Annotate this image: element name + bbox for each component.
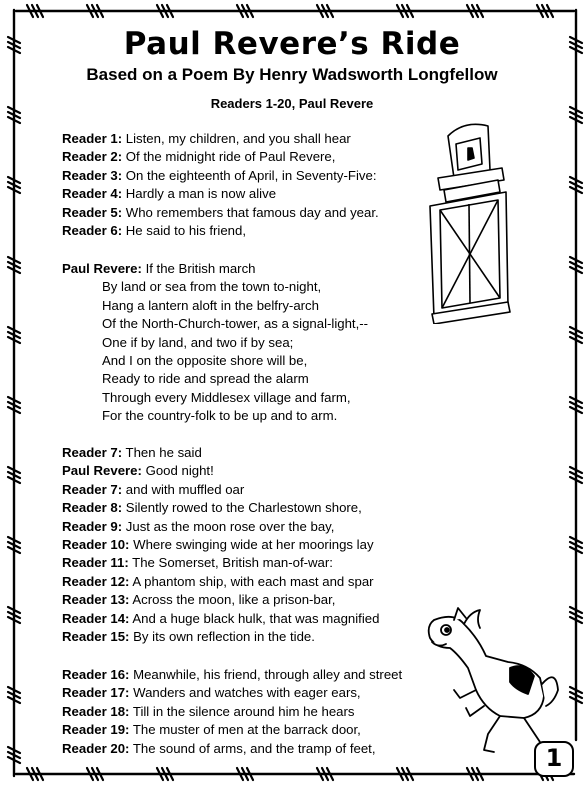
script-line: Paul Revere: If the British march — [62, 261, 256, 276]
script-line: Reader 6: He said to his friend, — [62, 223, 246, 239]
script-line: Of the North-Church-tower, as a signal-light,-- — [102, 316, 369, 332]
script-line: Reader 12: A phantom ship, with each mast and spar — [62, 573, 374, 589]
script-line: Reader 7: and with muffled oar — [62, 481, 245, 497]
lantern-icon — [418, 118, 514, 324]
script-line: Reader 16: Meanwhile, his friend, through alley and street — [62, 667, 403, 682]
page-number: 1 — [534, 741, 574, 777]
stanza-2 — [62, 260, 368, 426]
script-line: Ready to ride and spread the alarm — [102, 371, 309, 387]
cast-list: Readers 1-20, Paul Revere — [210, 96, 374, 111]
script-line: For the country-folk to be up and to arm. — [102, 408, 338, 424]
script-line: Reader 7: Then he said — [62, 445, 202, 460]
page-title: Paul Revere’s Ride — [123, 26, 461, 62]
horse-icon — [424, 598, 562, 758]
script-line: Reader 19: The muster of men at the barrack door, — [62, 722, 361, 738]
script-line: Reader 3: On the eighteenth of April, in Seventy-Five: — [62, 167, 377, 183]
script-line: Reader 14: And a huge black hulk, that was magnified — [62, 610, 380, 626]
stanza-4 — [62, 666, 402, 758]
script-line: Hang a lantern aloft in the belfry-arch — [102, 297, 319, 313]
script-line: And I on the opposite shore will be, — [102, 353, 308, 369]
script-line: Reader 5: Who remembers that famous day and year. — [62, 204, 379, 220]
script-line: Reader 4: Hardly a man is now alive — [62, 186, 277, 202]
script-line: Reader 18: Till in the silence around him he hears — [62, 703, 355, 719]
script-line: Reader 11: The Somerset, British man-of-war: — [62, 555, 333, 571]
script-line: Reader 13: Across the moon, like a prison-bar, — [62, 592, 336, 608]
page-subtitle: Based on a Poem By Henry Wadsworth Longfellow — [86, 65, 498, 84]
script-line: Through every Middlesex village and farm, — [102, 389, 351, 405]
script-line: Reader 10: Where swinging wide at her moorings lay — [62, 537, 374, 553]
script-line: Reader 17: Wanders and watches with eager ears, — [62, 685, 361, 701]
script-line: Paul Revere: Good night! — [62, 463, 214, 479]
script-line: One if by land, and two if by sea; — [102, 334, 294, 350]
script-line: Reader 1: Listen, my children, and you shall hear — [62, 131, 351, 146]
script-line: Reader 20: The sound of arms, and the tramp of feet, — [62, 740, 376, 756]
script-line: Reader 9: Just as the moon rose over the bay, — [62, 518, 335, 534]
stanza-3 — [62, 444, 379, 646]
script-line: By land or sea from the town to-night, — [102, 279, 322, 295]
script-line: Reader 8: Silently rowed to the Charlestown shore, — [62, 500, 362, 516]
script-line: Reader 2: Of the midnight ride of Paul Revere, — [62, 149, 336, 165]
stanza-1 — [62, 130, 379, 240]
script-line: Reader 15: By its own reflection in the tide. — [62, 629, 315, 645]
